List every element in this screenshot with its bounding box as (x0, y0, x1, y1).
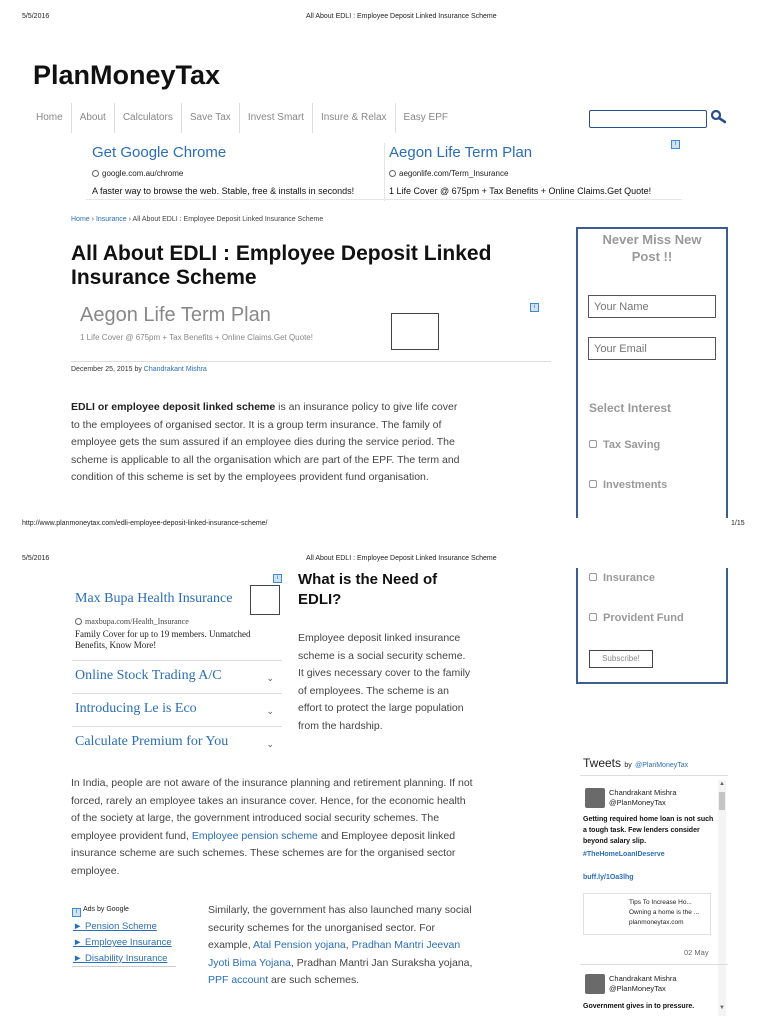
ad-row-le-eco[interactable] (72, 693, 282, 725)
breadcrumb-insurance[interactable]: Insurance (95, 216, 127, 223)
intro-text: is an insurance policy to give life cover to the employees of organised sector. It is a group term insurance. The family of employee gets the sum assured if an employee dies during the service period. The scheme is applicable to all the organisation which are part of the EPF. The term and condition of this scheme is set by the employees provident fund organisation. (71, 401, 460, 483)
search-icon[interactable] (710, 109, 726, 125)
ad-row-label: Introducing Le is Eco (75, 701, 197, 716)
intro-bold: EDLI or employee deposit linked scheme (71, 401, 276, 413)
ad-row-label: Online Stock Trading A/C (75, 668, 222, 683)
text: , Pradhan Mantri Jan Suraksha yojana, (290, 956, 473, 969)
page-break (0, 528, 768, 550)
top-ad-1-desc: A faster way to browse the web. Stable, free & installs in seconds! (92, 186, 355, 196)
print-date: 5/5/2016 (22, 13, 50, 20)
tweets-heading (583, 756, 688, 770)
nav-calculators[interactable]: Calculators (115, 103, 182, 133)
checkbox[interactable] (589, 440, 597, 448)
option-insurance[interactable] (589, 572, 655, 584)
text: and Employee deposit linked insurance scheme are such schemes. These schemes are for the organised sector employee. (71, 829, 456, 877)
tweet-short-link[interactable]: buff.ly/1Oa3lhg (583, 874, 634, 881)
disability-insurance-link[interactable]: ► Disability Insurance (73, 953, 168, 964)
print-url: http://www.planmoneytax.com/edli-employee-deposit-linked-insurance-scheme/ (22, 520, 268, 527)
avatar[interactable] (585, 974, 605, 994)
breadcrumb-home[interactable]: Home (71, 216, 90, 223)
tweets-title: Tweets (583, 756, 622, 770)
nav-home[interactable]: Home (28, 103, 72, 133)
adchoices-icon: i (72, 908, 81, 917)
inline-ad-button[interactable] (391, 313, 439, 350)
print-title: All About EDLI : Employee Deposit Linked Insurance Scheme (306, 555, 497, 562)
divider (580, 775, 728, 776)
option-label: Tax Saving (603, 439, 661, 451)
nav-save-tax[interactable]: Save Tax (182, 103, 240, 133)
text: are such schemes. (268, 974, 360, 986)
scroll-down-icon[interactable]: ▼ (719, 1005, 725, 1011)
tweet-card-text: Tips To Increase Ho... Owning a home is the ... planmoneytax.com (629, 899, 700, 926)
tweet-author-handle: @PlanMoneyTax (609, 984, 666, 993)
ad-bottom-line (86, 199, 682, 200)
option-tax-saving[interactable] (589, 439, 660, 451)
byline-by: by (134, 366, 142, 373)
tweet-author[interactable] (609, 974, 677, 994)
byline (71, 366, 207, 373)
globe-icon (389, 170, 396, 177)
top-ad-1-url[interactable] (92, 169, 183, 178)
ads-by-google-label: Ads by Google (83, 906, 129, 913)
author-link[interactable]: Chandrakant Mishra (143, 366, 207, 373)
top-ad-2-desc: 1 Life Cover @ 675pm + Tax Benefits + Online Claims.Get Quote! (389, 186, 652, 196)
chevron-down-icon: ⌄ (266, 673, 274, 683)
india-paragraph (71, 775, 476, 880)
section-heading-need: What is the Need of EDLI? (298, 571, 438, 608)
option-investments[interactable] (589, 479, 667, 491)
subscribe-heading: Never Miss New Post !! (602, 232, 702, 264)
text: , (345, 939, 352, 951)
print-title: All About EDLI : Employee Deposit Linked Insurance Scheme (306, 13, 497, 20)
tweet-hashtag-link[interactable]: #TheHomeLoanIDeserve (583, 851, 665, 858)
tweet-text: Government gives in to pressure. (583, 1003, 695, 1010)
tweet-author-name: Chandrakant Mishra (609, 974, 677, 983)
option-provident-fund[interactable] (589, 612, 684, 624)
chevron-down-icon: ⌄ (266, 739, 274, 749)
nav-invest-smart[interactable]: Invest Smart (240, 103, 313, 133)
breadcrumb-sep: › (128, 216, 131, 223)
nav-easy-epf[interactable]: Easy EPF (403, 112, 449, 123)
checkbox[interactable] (589, 613, 597, 621)
option-label: Provident Fund (603, 612, 684, 624)
tweet-author[interactable] (609, 788, 677, 808)
checkbox[interactable] (589, 480, 597, 488)
tweet-link-card[interactable] (583, 893, 711, 935)
divider (71, 361, 551, 362)
select-interest-label: Select Interest (589, 401, 672, 415)
similarly-paragraph (71, 902, 476, 990)
globe-icon (92, 170, 99, 177)
inline-ad-title[interactable]: Aegon Life Term Plan (80, 304, 271, 326)
ad-row-label: Calculate Premium for You (75, 734, 229, 749)
search-input[interactable] (589, 110, 707, 128)
checkbox[interactable] (589, 573, 597, 581)
top-ad-1-title[interactable]: Get Google Chrome (92, 144, 227, 161)
option-label: Investments (603, 479, 668, 491)
pension-scheme-link[interactable]: ► Pension Scheme (73, 921, 157, 932)
max-bupa-ad-title[interactable]: Max Bupa Health Insurance (75, 591, 233, 606)
nav-about[interactable]: About (72, 103, 115, 133)
ppf-account-link[interactable]: PPF account (208, 974, 269, 986)
breadcrumb-current: All About EDLI : Employee Deposit Linked Insurance Scheme (132, 216, 324, 223)
subscribe-button[interactable]: Subscribe! (589, 650, 653, 668)
top-ad-1-url-text: google.com.au/chrome (102, 169, 184, 178)
top-ad-2-title[interactable]: Aegon Life Term Plan (389, 144, 533, 161)
page-title: All About EDLI : Employee Deposit Linked Insurance Scheme (71, 242, 492, 289)
employee-insurance-link[interactable]: ► Employee Insurance (73, 937, 172, 948)
tweets-by: by (624, 762, 632, 769)
nav-insure-relax[interactable]: Insure & Relax (313, 103, 396, 133)
main-nav (28, 103, 456, 133)
subscribe-widget (576, 227, 728, 518)
scrollbar-thumb[interactable] (719, 792, 725, 810)
ad-row-premium[interactable] (72, 726, 282, 758)
avatar[interactable] (585, 788, 605, 808)
text: Similarly, the government has also launched many social security schemes for the unorganised sector. For example, (208, 904, 472, 951)
subscribe-widget-cont (576, 568, 728, 684)
tweets-scrollbar[interactable] (718, 780, 726, 1016)
post-date: December 25, 2015 (71, 366, 133, 373)
text: In India, people are not aware of the insurance planning and retirement planning. If not forced, rarely an employee takes an insurance cover. Hence, for the economic health of the society at large, the government introduced social security schemes. The employee provident fund, (71, 777, 473, 842)
inline-ad-desc: 1 Life Cover @ 675pm + Tax Benefits + Online Claims.Get Quote! (80, 333, 313, 342)
pmjjby-link[interactable]: Pradhan Mantri Jeevan Jyoti Bima Yojana (208, 939, 461, 969)
top-ad-2-url-text: aegonlife.com/Term_Insurance (399, 169, 509, 178)
tweet-date[interactable]: 02 May (684, 948, 709, 957)
ad-divider (384, 143, 385, 201)
tweet-author-handle: @PlanMoneyTax (609, 798, 666, 807)
scroll-up-icon[interactable]: ▲ (719, 781, 725, 787)
adchoices-icon[interactable]: i (530, 303, 539, 312)
site-logo[interactable]: PlanMoneyTax (33, 60, 221, 90)
tweet-text: Getting required home loan is not such a tough task. Few lenders consider beyond salary slip. (583, 816, 714, 845)
tweets-handle-link[interactable]: @PlanMoneyTax (635, 762, 689, 769)
globe-icon (75, 618, 82, 625)
adchoices-icon[interactable]: i (273, 574, 282, 583)
max-bupa-ad-url[interactable] (75, 617, 189, 626)
employee-pension-link[interactable]: Employee pension scheme (191, 829, 318, 842)
option-label: Insurance (603, 572, 655, 584)
intro-paragraph (71, 399, 461, 511)
ad-row-stock-trading[interactable] (72, 660, 282, 692)
print-date: 5/5/2016 (22, 555, 50, 562)
ad-arrow-button[interactable] (250, 585, 280, 615)
tweet-author-name: Chandrakant Mishra (609, 788, 677, 797)
divider (580, 964, 728, 965)
float-spacer (71, 902, 208, 988)
breadcrumb (71, 216, 323, 223)
adchoices-icon[interactable]: i (671, 140, 680, 149)
breadcrumb-sep: › (91, 216, 94, 223)
need-paragraph: Employee deposit linked insurance scheme is a social security scheme. It gives necessary cover to the family of employees. The scheme is an effort to protect the large population from the hardship. (298, 632, 471, 732)
print-page: 1/15 (731, 520, 745, 527)
atal-pension-link[interactable]: Atal Pension yojana (252, 939, 346, 951)
name-field[interactable] (588, 295, 716, 318)
email-field[interactable] (588, 337, 716, 360)
max-bupa-ad-desc: Family Cover for up to 19 members. Unmatched Benefits, Know More! (75, 629, 251, 650)
top-ad-2-url[interactable] (389, 169, 508, 178)
chevron-down-icon: ⌄ (266, 706, 274, 716)
max-bupa-ad-url-text: maxbupa.com/Health_Insurance (85, 617, 189, 626)
